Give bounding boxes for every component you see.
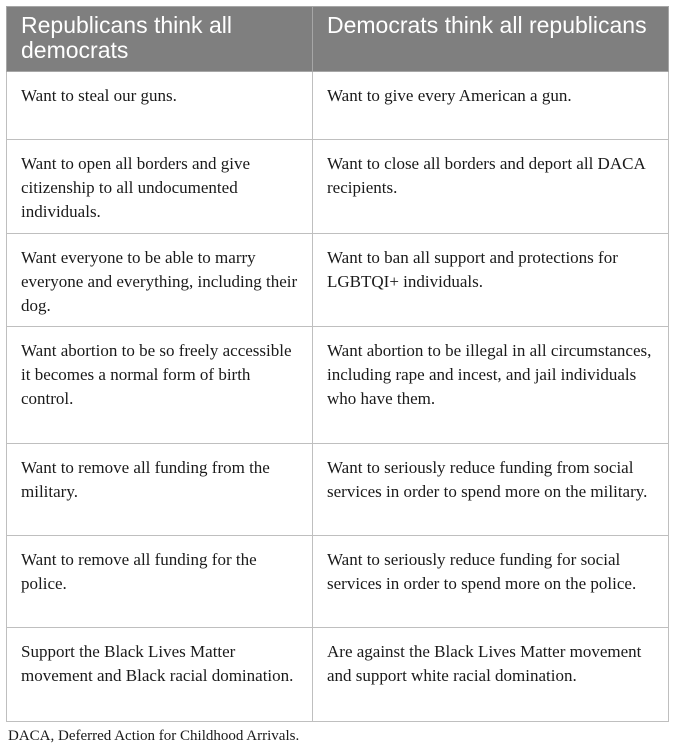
cell-republicans-view: Want abortion to be so freely accessible it becomes a normal form of birth control.: [7, 327, 313, 444]
cell-republicans-view: Want everyone to be able to marry everyone and everything, including their dog.: [7, 234, 313, 327]
table-row: [7, 327, 669, 444]
table-body: [7, 72, 669, 722]
table-row: [7, 536, 669, 628]
cell-democrats-view: Want abortion to be illegal in all circumstances, including rape and incest, and jail individuals who have them.: [313, 327, 669, 444]
header-row: [7, 7, 669, 72]
table-row: [7, 444, 669, 536]
table-header: [7, 7, 669, 72]
cell-republicans-view: Support the Black Lives Matter movement and Black racial domination.: [7, 628, 313, 722]
cell-democrats-view: Want to seriously reduce funding from social services in order to spend more on the military.: [313, 444, 669, 536]
comparison-table-container: [6, 6, 668, 722]
table-row: [7, 234, 669, 327]
cell-democrats-view: Want to close all borders and deport all DACA recipients.: [313, 140, 669, 234]
cell-republicans-view: Want to remove all funding for the police.: [7, 536, 313, 628]
cell-republicans-view: Want to steal our guns.: [7, 72, 313, 140]
comparison-table: [6, 6, 669, 722]
header-republicans-view: Republicans think all democrats: [7, 7, 313, 72]
cell-republicans-view: Want to open all borders and give citizenship to all undocumented individuals.: [7, 140, 313, 234]
header-democrats-view: Democrats think all republicans: [313, 7, 669, 72]
cell-republicans-view: Want to remove all funding from the military.: [7, 444, 313, 536]
cell-democrats-view: Want to ban all support and protections for LGBTQI+ individuals.: [313, 234, 669, 327]
table-row: [7, 628, 669, 722]
cell-democrats-view: Want to seriously reduce funding for social services in order to spend more on the police.: [313, 536, 669, 628]
cell-democrats-view: Are against the Black Lives Matter movement and support white racial domination.: [313, 628, 669, 722]
table-row: [7, 72, 669, 140]
table-row: [7, 140, 669, 234]
table-footnote: DACA, Deferred Action for Childhood Arrivals.: [8, 728, 300, 744]
cell-democrats-view: Want to give every American a gun.: [313, 72, 669, 140]
